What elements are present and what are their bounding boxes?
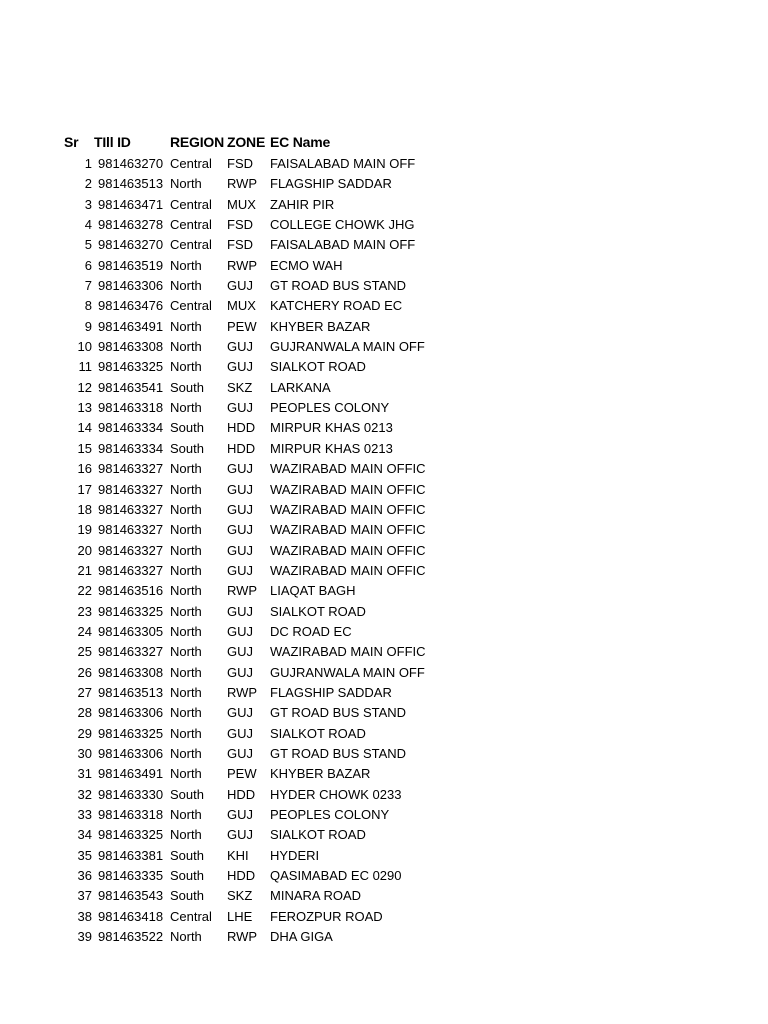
- cell-ec-name: GT ROAD BUS STAND: [270, 278, 407, 294]
- cell-ec-name: LARKANA: [270, 379, 331, 395]
- cell-region: North: [170, 684, 202, 700]
- cell-till-id: 981463513: [98, 176, 164, 192]
- cell-zone: FSD: [227, 237, 253, 253]
- cell-sr: 7: [84, 278, 92, 294]
- cell-ec-name: HYDERI: [270, 847, 320, 863]
- table-row: [0, 276, 768, 296]
- cell-zone: GUJ: [227, 745, 253, 761]
- cell-region: North: [170, 522, 202, 538]
- cell-sr: 34: [77, 827, 92, 843]
- table-row: [0, 764, 768, 784]
- cell-zone: GUJ: [227, 827, 253, 843]
- cell-region: North: [170, 664, 202, 680]
- cell-ec-name: DC ROAD EC: [270, 623, 352, 639]
- cell-ec-name: MIRPUR KHAS 0213: [270, 420, 393, 436]
- cell-zone: GUJ: [227, 623, 253, 639]
- cell-region: North: [170, 501, 202, 517]
- table-row: [0, 927, 768, 947]
- table-row: [0, 846, 768, 866]
- cell-sr: 28: [77, 705, 92, 721]
- cell-region: South: [170, 379, 204, 395]
- cell-sr: 29: [77, 725, 92, 741]
- cell-zone: GUJ: [227, 562, 253, 578]
- cell-sr: 22: [77, 583, 92, 599]
- cell-till-id: 981463519: [98, 257, 164, 273]
- cell-zone: GUJ: [227, 522, 253, 538]
- cell-region: Central: [170, 156, 212, 171]
- cell-ec-name: WAZIRABAD MAIN OFFIC: [270, 542, 426, 558]
- cell-zone: GUJ: [227, 705, 253, 721]
- table-row: [0, 215, 768, 235]
- cell-sr: 23: [77, 603, 92, 619]
- cell-ec-name: KATCHERY ROAD EC: [270, 298, 403, 314]
- cell-sr: 37: [77, 888, 92, 904]
- cell-sr: 10: [77, 339, 92, 355]
- table-row: [0, 581, 768, 601]
- table-row: [0, 520, 768, 540]
- cell-ec-name: DHA GIGA: [270, 929, 333, 945]
- cell-sr: 39: [77, 929, 92, 945]
- cell-till-id: 981463327: [98, 501, 164, 517]
- table-row: [0, 642, 768, 662]
- cell-till-id: 981463516: [98, 583, 164, 599]
- cell-till-id: 981463327: [98, 542, 164, 558]
- cell-sr: 9: [84, 318, 92, 334]
- cell-ec-name: ECMO WAH: [270, 257, 343, 273]
- cell-sr: 38: [77, 908, 92, 924]
- cell-sr: 14: [77, 420, 92, 436]
- cell-sr: 2: [84, 176, 92, 192]
- table-row: [0, 785, 768, 805]
- cell-zone: FSD: [227, 156, 253, 171]
- cell-zone: GUJ: [227, 278, 253, 294]
- cell-sr: 5: [84, 237, 92, 253]
- table-header-row: [0, 130, 768, 154]
- cell-till-id: 981463305: [98, 623, 164, 639]
- cell-till-id: 981463334: [98, 420, 164, 436]
- cell-till-id: 981463327: [98, 522, 164, 538]
- cell-region: North: [170, 176, 202, 192]
- cell-ec-name: GT ROAD BUS STAND: [270, 745, 407, 761]
- table-row: [0, 195, 768, 215]
- cell-region: Central: [170, 908, 212, 924]
- cell-region: South: [170, 440, 204, 456]
- cell-sr: 30: [77, 745, 92, 761]
- cell-ec-name: WAZIRABAD MAIN OFFIC: [270, 461, 426, 477]
- cell-region: South: [170, 420, 204, 436]
- cell-till-id: 981463330: [98, 786, 164, 802]
- cell-ec-name: KHYBER BAZAR: [270, 318, 371, 334]
- table-row: [0, 357, 768, 377]
- cell-region: North: [170, 705, 202, 721]
- cell-ec-name: MINARA ROAD: [270, 888, 362, 904]
- header-zone: ZONE: [227, 134, 266, 150]
- cell-sr: 17: [77, 481, 92, 497]
- cell-region: South: [170, 786, 204, 802]
- cell-zone: SKZ: [227, 379, 253, 395]
- header-till-id: TIll ID: [94, 134, 131, 150]
- cell-ec-name: COLLEGE CHOWK JHG: [270, 217, 415, 233]
- cell-zone: SKZ: [227, 888, 253, 904]
- cell-zone: GUJ: [227, 461, 253, 477]
- cell-ec-name: WAZIRABAD MAIN OFFIC: [270, 644, 426, 660]
- header-sr: Sr: [64, 134, 79, 150]
- cell-ec-name: LIAQAT BAGH: [270, 583, 356, 599]
- cell-till-id: 981463325: [98, 603, 164, 619]
- cell-ec-name: HYDER CHOWK 0233: [270, 786, 402, 802]
- cell-sr: 26: [77, 664, 92, 680]
- cell-sr: 11: [78, 359, 92, 375]
- cell-zone: PEW: [227, 766, 257, 782]
- cell-till-id: 981463325: [98, 725, 164, 741]
- cell-region: North: [170, 400, 202, 416]
- cell-till-id: 981463541: [98, 379, 164, 395]
- table-row: [0, 724, 768, 744]
- cell-zone: RWP: [227, 176, 258, 192]
- table-row: [0, 378, 768, 398]
- cell-region: Central: [170, 237, 212, 253]
- cell-region: North: [170, 481, 202, 497]
- table-row: [0, 703, 768, 723]
- cell-region: Central: [170, 196, 212, 212]
- cell-ec-name: FEROZPUR ROAD: [270, 908, 383, 924]
- cell-zone: MUX: [227, 298, 256, 314]
- table-row: [0, 256, 768, 276]
- cell-ec-name: ZAHIR PIR: [270, 196, 335, 212]
- table-row: [0, 561, 768, 581]
- table-row: [0, 744, 768, 764]
- cell-sr: 13: [77, 400, 92, 416]
- table-row: [0, 500, 768, 520]
- cell-ec-name: PEOPLES COLONY: [270, 400, 390, 416]
- cell-ec-name: FAISALABAD MAIN OFF: [270, 237, 416, 253]
- cell-zone: HDD: [227, 868, 256, 884]
- cell-sr: 15: [77, 440, 92, 456]
- cell-zone: RWP: [227, 583, 258, 599]
- cell-sr: 31: [77, 766, 92, 782]
- cell-region: North: [170, 827, 202, 843]
- cell-zone: HDD: [227, 440, 256, 456]
- cell-region: North: [170, 339, 202, 355]
- cell-till-id: 981463335: [98, 868, 164, 884]
- cell-ec-name: KHYBER BAZAR: [270, 766, 371, 782]
- table-row: [0, 174, 768, 194]
- cell-ec-name: WAZIRABAD MAIN OFFIC: [270, 501, 426, 517]
- cell-region: North: [170, 318, 202, 334]
- cell-zone: GUJ: [227, 603, 253, 619]
- table-row: [0, 805, 768, 825]
- cell-till-id: 981463270: [98, 237, 164, 253]
- cell-sr: 6: [84, 257, 92, 273]
- cell-till-id: 981463327: [98, 562, 164, 578]
- cell-ec-name: FAISALABAD MAIN OFF: [270, 156, 416, 171]
- table-row: [0, 235, 768, 255]
- cell-zone: PEW: [227, 318, 257, 334]
- table-row: [0, 622, 768, 642]
- table-row: [0, 825, 768, 845]
- cell-ec-name: SIALKOT ROAD: [270, 725, 366, 741]
- table-row: [0, 418, 768, 438]
- cell-region: North: [170, 603, 202, 619]
- cell-till-id: 981463278: [98, 217, 164, 233]
- table-row: [0, 683, 768, 703]
- cell-sr: 27: [77, 684, 92, 700]
- table-row: [0, 663, 768, 683]
- cell-sr: 12: [77, 379, 92, 395]
- table-row: [0, 154, 768, 174]
- table-body: [0, 154, 768, 947]
- cell-till-id: 981463306: [98, 278, 164, 294]
- table-row: [0, 907, 768, 927]
- cell-sr: 16: [77, 461, 92, 477]
- cell-region: South: [170, 888, 204, 904]
- cell-region: North: [170, 257, 202, 273]
- cell-sr: 1: [84, 156, 92, 171]
- cell-till-id: 981463327: [98, 481, 164, 497]
- cell-region: North: [170, 644, 202, 660]
- cell-sr: 8: [84, 298, 92, 314]
- cell-sr: 18: [77, 501, 92, 517]
- cell-zone: HDD: [227, 420, 256, 436]
- cell-ec-name: MIRPUR KHAS 0213: [270, 440, 393, 456]
- cell-region: North: [170, 359, 202, 375]
- cell-region: North: [170, 583, 202, 599]
- cell-ec-name: WAZIRABAD MAIN OFFIC: [270, 522, 426, 538]
- cell-sr: 21: [77, 562, 92, 578]
- cell-till-id: 981463543: [98, 888, 164, 904]
- cell-region: North: [170, 766, 202, 782]
- cell-ec-name: SIALKOT ROAD: [270, 827, 366, 843]
- cell-zone: GUJ: [227, 481, 253, 497]
- table-row: [0, 541, 768, 561]
- cell-sr: 3: [84, 196, 92, 212]
- cell-till-id: 981463418: [98, 908, 164, 924]
- cell-till-id: 981463270: [98, 156, 164, 171]
- cell-zone: RWP: [227, 929, 258, 945]
- cell-zone: FSD: [227, 217, 253, 233]
- cell-ec-name: FLAGSHIP SADDAR: [270, 684, 392, 700]
- table-row: [0, 480, 768, 500]
- cell-sr: 35: [77, 847, 92, 863]
- table-row: [0, 439, 768, 459]
- cell-region: North: [170, 542, 202, 558]
- cell-zone: RWP: [227, 257, 258, 273]
- cell-ec-name: SIALKOT ROAD: [270, 359, 366, 375]
- cell-ec-name: WAZIRABAD MAIN OFFIC: [270, 562, 426, 578]
- cell-till-id: 981463491: [98, 766, 164, 782]
- cell-sr: 20: [77, 542, 92, 558]
- cell-zone: GUJ: [227, 359, 253, 375]
- cell-zone: GUJ: [227, 725, 253, 741]
- cell-till-id: 981463308: [98, 339, 164, 355]
- cell-zone: GUJ: [227, 501, 253, 517]
- cell-till-id: 981463522: [98, 929, 164, 945]
- cell-sr: 4: [84, 217, 92, 233]
- cell-region: Central: [170, 217, 212, 233]
- cell-till-id: 981463327: [98, 644, 164, 660]
- cell-sr: 36: [77, 868, 92, 884]
- cell-sr: 33: [77, 807, 92, 822]
- cell-region: North: [170, 461, 202, 477]
- cell-zone: GUJ: [227, 807, 253, 822]
- cell-region: South: [170, 847, 204, 863]
- table-row: [0, 398, 768, 418]
- cell-till-id: 981463325: [98, 827, 164, 843]
- cell-zone: LHE: [227, 908, 253, 924]
- cell-sr: 32: [77, 786, 92, 802]
- cell-ec-name: GUJRANWALA MAIN OFF: [270, 664, 425, 680]
- cell-till-id: 981463513: [98, 684, 164, 700]
- cell-ec-name: GT ROAD BUS STAND: [270, 705, 407, 721]
- cell-zone: GUJ: [227, 644, 253, 660]
- cell-region: North: [170, 807, 202, 822]
- cell-zone: RWP: [227, 684, 258, 700]
- cell-zone: HDD: [227, 786, 256, 802]
- cell-region: South: [170, 868, 204, 884]
- cell-till-id: 981463476: [98, 298, 164, 314]
- table-row: [0, 866, 768, 886]
- cell-till-id: 981463308: [98, 664, 164, 680]
- cell-ec-name: FLAGSHIP SADDAR: [270, 176, 392, 192]
- cell-region: Central: [170, 298, 212, 314]
- cell-till-id: 981463306: [98, 705, 164, 721]
- cell-zone: GUJ: [227, 542, 253, 558]
- cell-sr: 25: [77, 644, 92, 660]
- cell-zone: GUJ: [227, 400, 253, 416]
- cell-sr: 19: [77, 522, 92, 538]
- cell-region: North: [170, 278, 202, 294]
- cell-till-id: 981463491: [98, 318, 164, 334]
- table-row: [0, 602, 768, 622]
- cell-till-id: 981463318: [98, 807, 164, 822]
- cell-ec-name: QASIMABAD EC 0290: [270, 868, 402, 884]
- cell-zone: GUJ: [227, 339, 253, 355]
- cell-region: North: [170, 725, 202, 741]
- cell-region: North: [170, 929, 202, 945]
- cell-ec-name: WAZIRABAD MAIN OFFIC: [270, 481, 426, 497]
- cell-zone: KHI: [227, 847, 249, 863]
- header-ec-name: EC Name: [270, 134, 331, 150]
- cell-till-id: 981463325: [98, 359, 164, 375]
- table-row: [0, 459, 768, 479]
- table-row: [0, 317, 768, 337]
- cell-till-id: 981463306: [98, 745, 164, 761]
- cell-till-id: 981463471: [98, 196, 164, 212]
- table-row: [0, 337, 768, 357]
- cell-region: North: [170, 623, 202, 639]
- table-row: [0, 296, 768, 316]
- data-table: [0, 130, 768, 947]
- cell-ec-name: PEOPLES COLONY: [270, 807, 390, 822]
- cell-region: North: [170, 745, 202, 761]
- cell-till-id: 981463334: [98, 440, 164, 456]
- cell-till-id: 981463327: [98, 461, 164, 477]
- cell-ec-name: GUJRANWALA MAIN OFF: [270, 339, 425, 355]
- table-row: [0, 886, 768, 906]
- cell-till-id: 981463381: [98, 847, 164, 863]
- cell-zone: GUJ: [227, 664, 253, 680]
- header-region: REGION: [170, 134, 225, 150]
- cell-till-id: 981463318: [98, 400, 164, 416]
- cell-sr: 24: [77, 623, 92, 639]
- cell-region: North: [170, 562, 202, 578]
- cell-ec-name: SIALKOT ROAD: [270, 603, 366, 619]
- cell-zone: MUX: [227, 196, 256, 212]
